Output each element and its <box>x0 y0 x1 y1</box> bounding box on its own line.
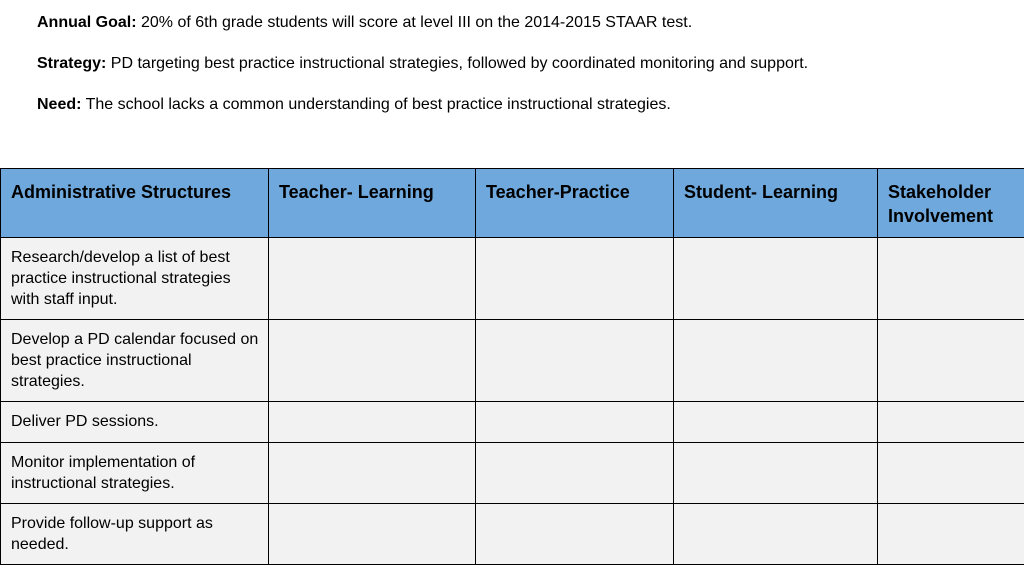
table-cell <box>878 238 1024 320</box>
need-statement <box>37 95 671 115</box>
table-cell <box>476 320 674 402</box>
table-cell-administrative: Monitor implementation of instructional strategies. <box>1 443 269 504</box>
table-header-row <box>1 169 1024 238</box>
table-cell <box>476 238 674 320</box>
annual-goal-statement <box>37 13 692 33</box>
header-administrative-structures: Administrative Structures <box>1 169 269 238</box>
table-cell <box>269 320 476 402</box>
annual-goal-text: 20% of 6th grade students will score at level III on the 2014-2015 STAAR test. <box>136 14 693 31</box>
table-cell <box>674 238 878 320</box>
table-cell <box>674 320 878 402</box>
table-row <box>1 504 1024 565</box>
table-cell <box>878 443 1024 504</box>
need-text: The school lacks a common understanding of best practice instructional strategies. <box>81 96 671 113</box>
table-cell-administrative: Develop a PD calendar focused on best practice instructional strategies. <box>1 320 269 402</box>
table-cell <box>269 443 476 504</box>
table-cell-administrative: Provide follow-up support as needed. <box>1 504 269 565</box>
need-label: Need: <box>37 96 82 113</box>
table-cell-administrative: Deliver PD sessions. <box>1 402 269 443</box>
header-student-learning: Student- Learning <box>674 169 878 238</box>
table-cell <box>878 320 1024 402</box>
table-cell <box>878 504 1024 565</box>
table-cell <box>674 443 878 504</box>
table-cell <box>269 504 476 565</box>
table-cell <box>878 402 1024 443</box>
table-row <box>1 238 1024 320</box>
action-plan-table <box>0 168 1024 565</box>
table-cell <box>476 443 674 504</box>
strategy-statement <box>37 54 808 74</box>
table-cell <box>674 402 878 443</box>
table-cell <box>269 402 476 443</box>
header-teacher-practice: Teacher-Practice <box>476 169 674 238</box>
header-teacher-learning: Teacher- Learning <box>269 169 476 238</box>
header-stakeholder-involvement: Stakeholder Involvement <box>878 169 1024 238</box>
table-cell <box>476 402 674 443</box>
table-cell-administrative: Research/develop a list of best practice instructional strategies with staff input. <box>1 238 269 320</box>
table-cell <box>269 238 476 320</box>
table-cell <box>674 504 878 565</box>
strategy-text: PD targeting best practice instructional strategies, followed by coordinated monitoring and support. <box>106 55 809 72</box>
table-cell <box>476 504 674 565</box>
strategy-label: Strategy: <box>37 55 107 72</box>
table-row <box>1 402 1024 443</box>
annual-goal-label: Annual Goal: <box>37 14 137 31</box>
table-row <box>1 443 1024 504</box>
table-row <box>1 320 1024 402</box>
